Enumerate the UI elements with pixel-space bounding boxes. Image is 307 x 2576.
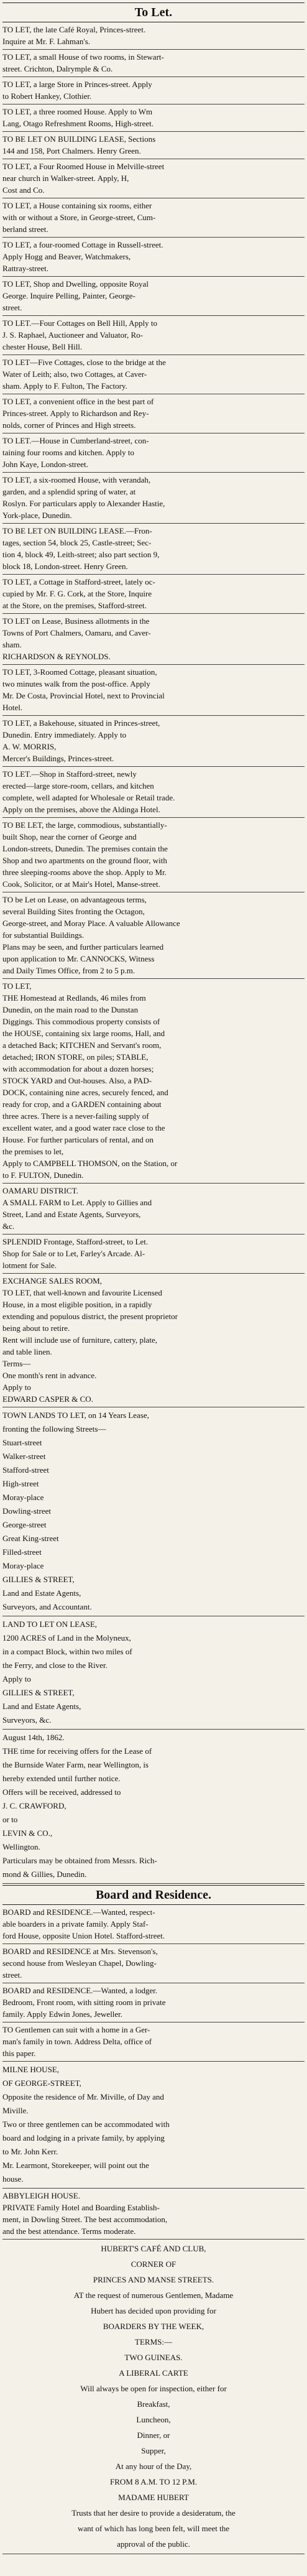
ad-stafford-house-boarders: BOARD and RESIDENCE.—Wanted, respect- able boarders in a private family. Apply Staf- ford House, opposite Union Hotel. Stafford-street. <box>2 1905 305 1944</box>
ad-russell-street-cottage: TO LET, a four-roomed Cottage in Russell-street. Apply Hogg and Beaver, Watchmakers, Rattray-street. <box>2 238 305 277</box>
ad-melville-street-house: TO LET, a Four Roomed House in Melville-street near church in Walker-street. Apply, H, Cost and Co. <box>2 159 305 198</box>
ad-oamaru-farm: OAMARU DISTRICT. A SMALL FARM to Let. Apply to Gillies and Street, Land and Estate Agents, Surveyors, &c. <box>2 1184 305 1235</box>
ad-burnside-water-farm: August 14th, 1862. THE time for receiving offers for the Lease of the Burnside Water Farm, near Wellington, is hereby extended until further notice. Offers will be received, addressed to J. C. CRAWFORD, or to LEVIN & CO., Wellington. Particulars may be obtained from Messrs. Rich- mond & Gillies, Dunedin. <box>2 1730 305 1884</box>
ad-huberts-cafe: HUBERT'S CAFÉ AND CLUB, CORNER OF PRINCES AND MANSE STREETS. AT the request of numerous Gentlemen, Madame Hubert has decided upon providing for BOARDERS BY THE WEEK, TERMS:— TWO GUINEAS. A LIBERAL CARTE Will always be open for inspection, either for Breakfast, Luncheon, Dinner, or Supper, At any hour of the Day, FROM 8 A.M. TO 12 P.M. MADAME HUBERT Trusts that her desire to provide a desideratum, the want of which has long been felt, will meet the approval of the public. <box>2 2240 305 2554</box>
ad-three-roomed-house: TO LET, a three roomed House. Apply to Wm Lang, Otago Refreshment Rooms, High-street. <box>2 104 305 132</box>
ad-molyneux-land: LAND TO LET ON LEASE, 1200 ACRES of Land in the Molyneux, in a compact Block, within two miles of the Ferry, and close to the River. Apply to GILLIES & STREET, Land and Estate Agents, Surveyors, &c. <box>2 1616 305 1730</box>
ad-roslyn-house: TO LET, a six-roomed House, with verandah, garden, and a splendid spring of water, at Roslyn. For particulars apply to Alexander Hastie, York-place, Dunedin. <box>2 473 305 524</box>
ad-stafford-street-cottage: TO LET, a Cottage in Stafford-street, lately oc- cupied by Mr. F. G. Cork, at the Store, Inquire at the Store, on the premises, Stafford-street. <box>2 575 305 614</box>
ad-port-chalmers-lease: TO BE LET ON BUILDING LEASE, Sections 144 and 158, Port Chalmers. Henry Green. <box>2 132 305 159</box>
ad-bakehouse: TO LET, a Bakehouse, situated in Princes-street, Dunedin. Entry immediately. Apply to A. W. MORRIS, Mercer's Buildings, Princes-street. <box>2 716 305 767</box>
ad-mrs-stevenson: BOARD and RESIDENCE at Mrs. Stevenson's, second house from Wesleyan Chapel, Dowling- street. <box>2 1944 305 1983</box>
section-heading-to-let: To Let. <box>2 2 305 22</box>
ad-octagon-building-sites: TO be Let on Lease, on advantageous terms, several Building Sites fronting the Octagon, George-street, and Moray Place. A valuable Allowance for substantial Buildings. Plans may be seen, and further particulars learned upon application to Mr. CANNOCKS, Witness and Daily Times Office, from 2 to 5 p.m. <box>2 892 305 979</box>
ad-six-room-house: TO LET, a House containing six rooms, either with or without a Store, in George-street, Cum- berland street. <box>2 198 305 238</box>
ad-town-lands: TOWN LANDS TO LET, on 14 Years Lease, fronting the following Streets— Stuart-street Walker-street Stafford-street High-street Moray-place Dowling-street George-street Great King-street Filled-street Moray-place GILLIES & STREET, Land and Estate Agents, Surveyors, and Accountant. <box>2 1407 305 1616</box>
ad-stewart-street-house: TO LET, a small House of two rooms, in Stewart- street. Crichton, Dalrymple & Co. <box>2 50 305 77</box>
ad-german-family-home: TO Gentlemen can suit with a home in a Ger- man's family in town. Address Delta, office of this paper. <box>2 2022 305 2062</box>
ad-stafford-street-frontage: SPLENDID Frontage, Stafford-street, to Let. Shop for Sale or to Let, Farley's Arcade. Al- lotment for Sale. <box>2 1235 305 1274</box>
ad-stafford-street-shop: TO LET.—Shop in Stafford-street, newly erected—large store-room, cellars, and kitchen complete, well adapted for Wholesale or Retail trade. Apply on the premises, above the Aldinga Hotel. <box>2 767 305 818</box>
ad-building-lease-frontages: TO BE LET ON BUILDING LEASE.—Fron- tages, section 54, block 25, Castle-street; Sec- tion 4, block 49, Leith-street; also part section 9, block 18, London-street. Henry Green. <box>2 524 305 575</box>
ad-princes-street-office: TO LET, a convenient office in the best part of Princes-street. Apply to Richardson and Rey- nolds, corner of Princes and High streets. <box>2 394 305 433</box>
board-and-residence-ads <box>2 1905 305 2554</box>
to-let-ads <box>2 22 305 1884</box>
ad-bell-hill-cottages: TO LET.—Four Cottages on Bell Hill, Apply to J. S. Raphael, Auctioneer and Valuator, Ro- chester House, Bell Hill. <box>2 316 305 355</box>
ad-cumberland-street-house: TO LET.—House in Cumberland-street, con- taining four rooms and kitchen. Apply to John Kaye, London-street. <box>2 433 305 473</box>
ad-princes-street-store: TO LET, a large Store in Princes-street. Apply to Robert Hankey, Clothier. <box>2 77 305 104</box>
ad-three-roomed-cottage: TO LET, 3-Roomed Cottage, pleasant situation, two minutes walk from the post-office. Apply Mr. De Costa, Provincial Hotel, next to Provincial Hotel. <box>2 665 305 716</box>
section-heading-board-and-residence: Board and Residence. <box>2 1885 305 1905</box>
ad-cafe-royal: TO LET, the late Café Royal, Princes-street. Inquire at Mr. F. Lahman's. <box>2 22 305 50</box>
ad-business-allotments: TO LET on Lease, Business allotments in the Towns of Port Chalmers, Oamaru, and Caver- sham. RICHARDSON & REYNOLDS. <box>2 614 305 665</box>
ad-redlands-homestead: TO LET, THE Homestead at Redlands, 46 miles from Dunedin, on the main road to the Dunstan Diggings. This commodious property consists of the HOUSE, containing six large rooms, Hall, and a detached Back; KITCHEN and Servant's room, detached; IRON STORE, on piles; STABLE, with accommodation for about a dozen horses; STOCK YARD and Out-houses. Also, a PAD- DOCK, containing nine acres, securely fenced, and ready for crop, and a GARDEN containing about three acres. There is a never-failing supply of excellent water, and a good water race close to the House. For further particulars of rental, and on the premises to let, Apply to CAMPBELL THOMSON, on the Station, or to F. FULTON, Dunedin. <box>2 979 305 1184</box>
ad-milne-house: MILNE HOUSE, OF GEORGE-STREET, Opposite the residence of Mr. Miville, of Day and Miville. Two or three gentlemen can be accommodated with board and lodging in a private family, by applying to Mr. John Kerr. Mr. Learmont, Storekeeper, will point out the house. <box>2 2062 305 2189</box>
ad-shop-royal-george: TO LET, Shop and Dwelling, opposite Royal George. Inquire Pelling, Painter, George- street. <box>2 277 305 316</box>
ad-george-london-shop: TO BE LET, the large, commodious, substantially- built Shop, near the corner of George and London-streets, Dunedin. The premises contain the Shop and two apartments on the ground floor, with three sleeping-rooms above the shop. Apply to Mr. Cook, Solicitor, or at Mair's Hotel, Manse-street. <box>2 818 305 892</box>
ad-abbyleigh-house: ABBYLEIGH HOUSE. PRIVATE Family Hotel and Boarding Establish- ment, in Dowling Street. The best accommodation, and the best attendance. Terms moderate. <box>2 2189 305 2240</box>
ad-lodger-wanted: BOARD and RESIDENCE.—Wanted, a lodger. Bedroom, Front room, with sitting room in private family. Apply Edwin Jones, Jeweller. <box>2 1983 305 2022</box>
ad-exchange-sales-room: EXCHANGE SALES ROOM, TO LET, that well-known and favourite Licensed House, in a most eligible position, in a rapidly extending and populous district, the present proprietor being about to retire. Rent will include use of furniture, cattery, plate, and table linen. Terms— One month's rent in advance. Apply to EDWARD CASPER & CO. <box>2 1274 305 1407</box>
ad-water-of-leith-cottages: TO LET—Five Cottages, close to the bridge at the Water of Leith; also, two Cottages, at Caver- sham. Apply to F. Fulton, The Factory. <box>2 355 305 394</box>
